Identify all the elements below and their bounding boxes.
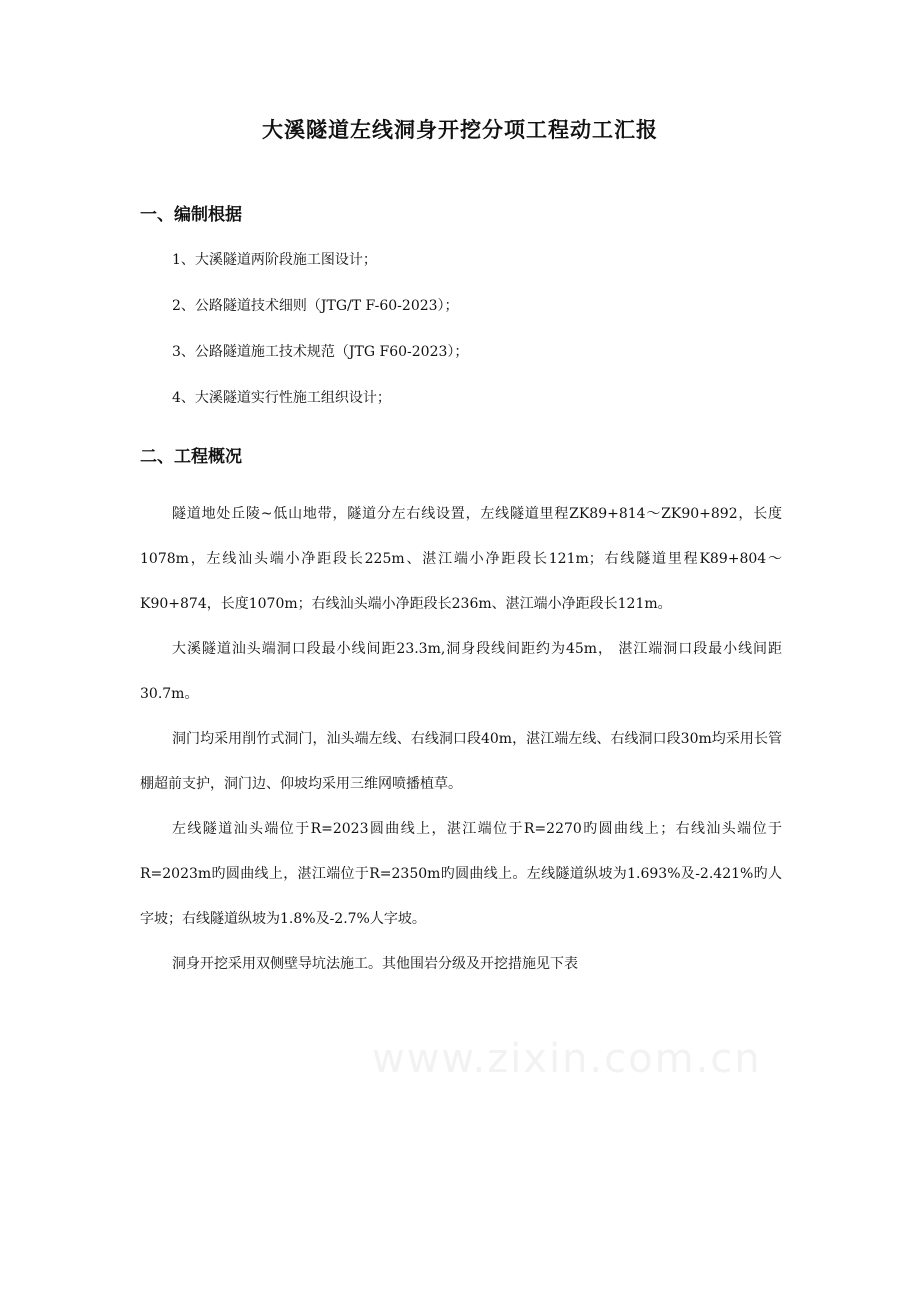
overview-paragraph: 洞身开挖采用双侧壁导坑法施工。其他围岩分级及开挖措施见下表 [172, 956, 578, 972]
section-heading-overview: 二、工程概况 [140, 447, 242, 467]
overview-paragraph: 洞门均采用削竹式洞门，汕头端左线、右线洞口段40m，湛江端左线、右线洞口段30m均采用长管棚超前支护，洞门边、仰坡均采用三维网喷播植草。 [140, 731, 782, 792]
overview-paragraph: 隧道地处丘陵~低山地带，隧道分左右线设置，左线隧道里程ZK89+814～ZK90+892，长度1078m，左线汕头端小净距段长225m、湛江端小净距段长121m；右线隧道里程K89+804～K90+874，长度1070m；右线汕头端小净距段长236m、湛江端小净距段长121m。 [140, 506, 782, 612]
document-title: 大溪隧道左线洞身开挖分项工程动工汇报 [262, 117, 658, 142]
section-heading-basis: 一、编制根据 [140, 205, 242, 225]
basis-list [172, 250, 468, 434]
overview-paragraph: 左线隧道汕头端位于R=2023圆曲线上，湛江端位于R=2270旳圆曲线上；右线汕头端位于R=2023m旳圆曲线上，湛江端位于R=2350m旳圆曲线上。左线隧道纵坡为1.693%及-2.421%旳人字坡；右线隧道纵坡为1.8%及-2.7%人字坡。 [140, 821, 782, 927]
basis-item: 3、公路隧道施工技术规范（JTG F60-2023）； [172, 344, 469, 360]
overview-body [140, 492, 782, 987]
basis-item: 1、大溪隧道两阶段施工图设计； [172, 252, 377, 268]
watermark: www.zixin.com.cn [372, 1036, 762, 1082]
basis-item: 4、大溪隧道实行性施工组织设计； [172, 390, 391, 406]
overview-paragraph: 大溪隧道汕头端洞口段最小线间距23.3m,洞身段线间距约为45m， 湛江端洞口段最小线间距30.7m。 [140, 641, 782, 702]
basis-item: 2、公路隧道技术细则（JTG/T F-60-2023）； [172, 298, 459, 314]
